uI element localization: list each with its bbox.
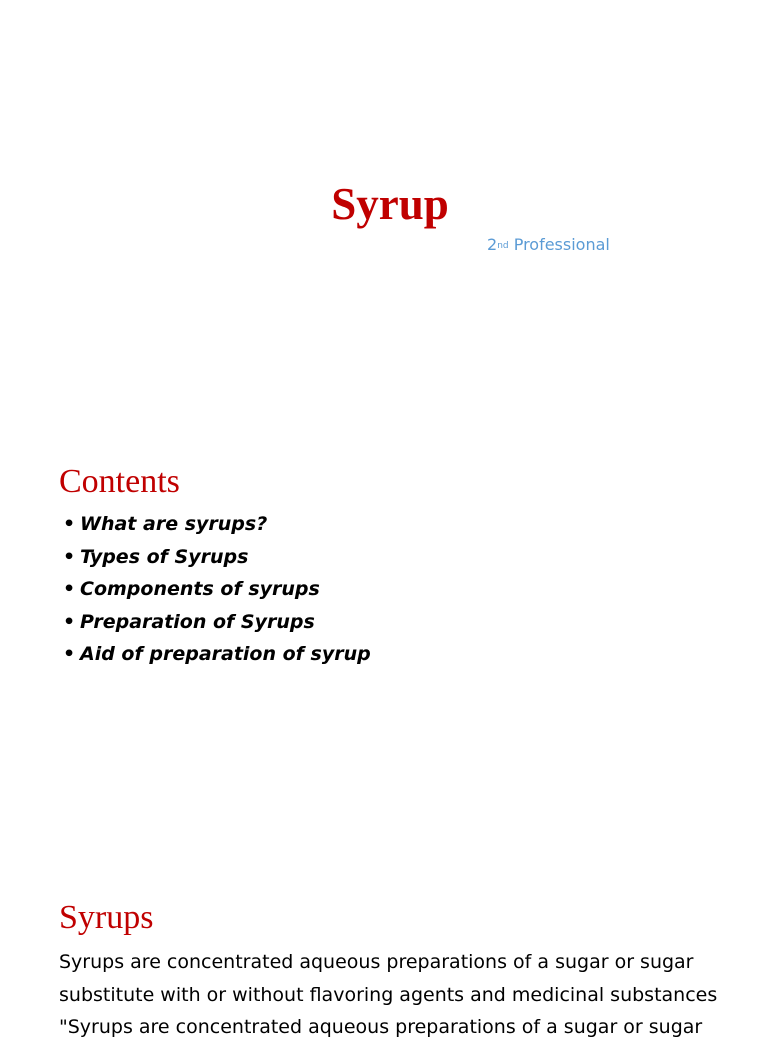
- slide-title: Syrup: [331, 179, 449, 229]
- bullet-icon: •: [63, 545, 76, 568]
- contents-item-label: Types of Syrups: [80, 545, 249, 568]
- contents-item: [63, 606, 371, 639]
- bullet-icon: •: [63, 513, 76, 535]
- bullet-icon: •: [63, 643, 76, 665]
- contents-item: [63, 508, 371, 541]
- body-line: "Syrups are concentrated aqueous preparations of a sugar or sugar: [59, 1016, 703, 1038]
- bullet-icon: •: [63, 578, 76, 600]
- subtitle-ordinal: 2: [487, 235, 498, 254]
- body-line: Syrups are concentrated aqueous preparations of a sugar or sugar: [59, 951, 694, 973]
- contents-heading: Contents: [59, 463, 180, 500]
- body-line: substitute with or without flavoring agents and medicinal substances: [59, 983, 718, 1006]
- contents-item-label: Aid of preparation of syrup: [80, 643, 371, 665]
- contents-item-label: Components of syrups: [80, 578, 320, 600]
- contents-list: [63, 508, 371, 671]
- contents-item: [63, 638, 371, 671]
- contents-item-label: What are syrups?: [80, 513, 268, 535]
- bullet-icon: •: [63, 610, 76, 633]
- subtitle-text: Professional: [508, 235, 610, 254]
- slide-subtitle: [487, 234, 610, 256]
- syrups-body-text: [59, 946, 719, 1044]
- contents-item: [63, 541, 371, 574]
- subtitle-ordinal-suffix: nd: [497, 241, 509, 251]
- syrups-heading: Syrups: [59, 899, 154, 936]
- contents-item: [63, 573, 371, 606]
- contents-item-label: Preparation of Syrups: [80, 610, 315, 633]
